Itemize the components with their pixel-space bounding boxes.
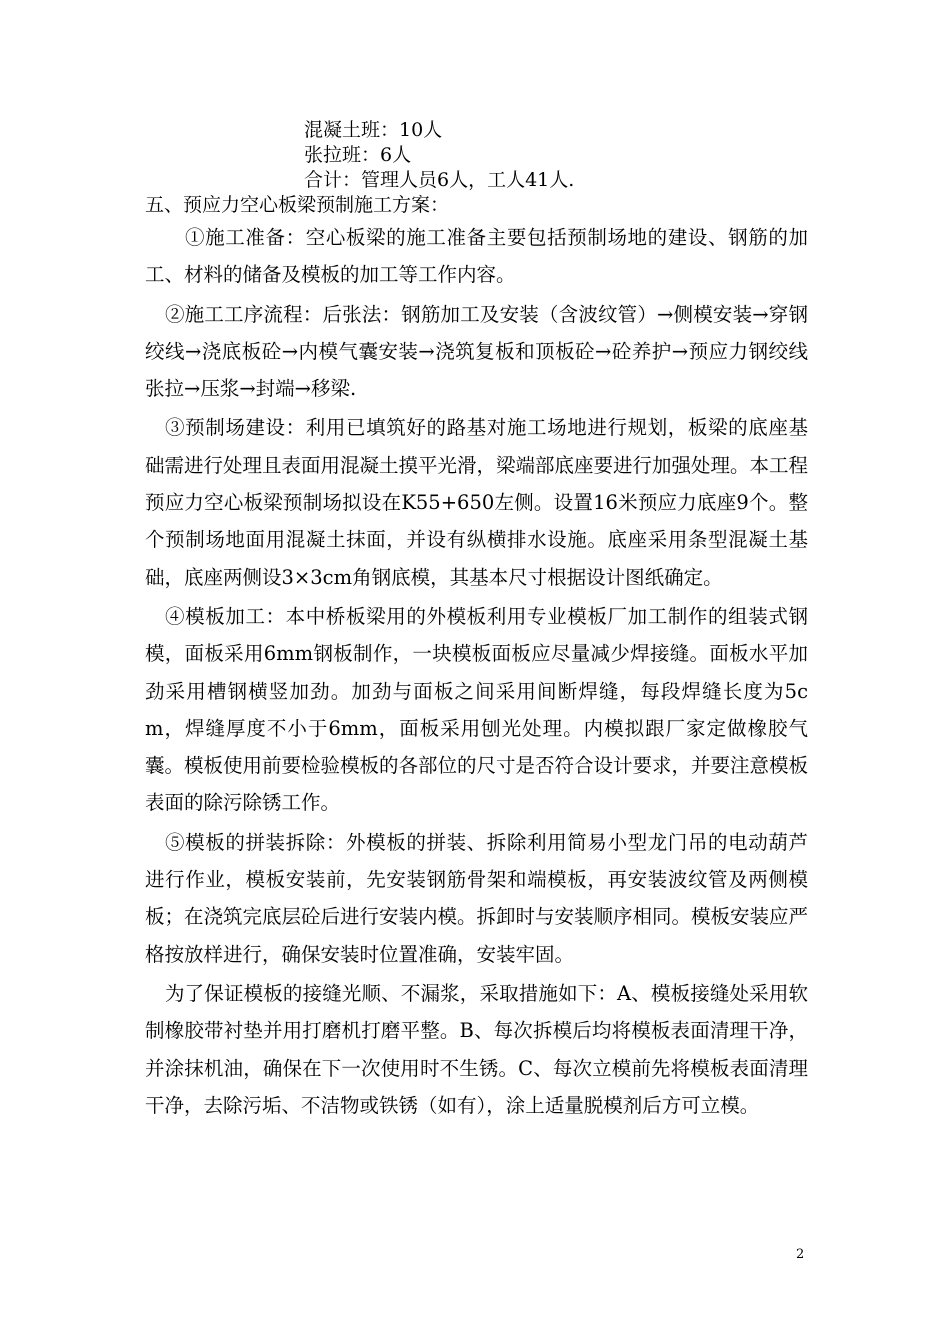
- staff-line-tension-team: 张拉班：6人: [304, 144, 412, 166]
- paragraph-formwork-fabrication: ④模板加工：本中桥板梁用的外模板利用专业模板厂加工制作的组装式钢模，面板采用6mm钢板制作，一块模板面板应尽量减少焊接缝。面板水平加劲采用槽钢横竖加劲。加劲与面板之间采用间断焊缝，每段焊缝长度为5cm，焊缝厚度不小于6mm，面板采用刨光处理。内模拟跟厂家定做橡胶气囊。模板使用前要检验模板的各部位的尺寸是否符合设计要求，并要注意模板表面的除污除锈工作。: [145, 604, 809, 815]
- staff-line-total: 合计：管理人员6人，工人41人.: [304, 169, 575, 191]
- document-body: [145, 219, 808, 1124]
- staff-line-concrete-team: 混凝土班：10人: [304, 119, 443, 141]
- paragraph-construction-preparation: ①施工准备：空心板梁的施工准备主要包括预制场地的建设、钢筋的加工、材料的储备及模板的加工等工作内容。: [145, 226, 808, 287]
- section-title: 五、预应力空心板梁预制施工方案：: [145, 194, 450, 216]
- paragraph-precast-yard: ③预制场建设：利用已填筑好的路基对施工场地进行规划，板梁的底座基础需进行处理且表面用混凝土摸平光滑，梁端部底座要进行加强处理。本工程预应力空心板梁预制场拟设在K55+650左侧。设置16米预应力底座9个。整个预制场地面用混凝土抹面，并设有纵横排水设施。底座采用条型混凝土基础，底座两侧设3×3cm角钢底模，其基本尺寸根据设计图纸确定。: [145, 416, 809, 589]
- paragraph-joint-measures: 为了保证模板的接缝光顺、不漏浆，采取措施如下：A、模板接缝处采用软制橡胶带衬垫并用打磨机打磨平整。B、每次拆模后均将模板表面清理干净，并涂抹机油，确保在下一次使用时不生锈。C、每次立模前先将模板表面清理干净，去除污垢、不洁物或铁锈（如有），涂上适量脱模剂后方可立模。: [145, 981, 808, 1117]
- paragraph-formwork-assembly: ⑤模板的拼装拆除：外模板的拼装、拆除利用简易小型龙门吊的电动葫芦进行作业，模板安装前，先安装钢筋骨架和端模板，再安装波纹管及两侧模板；在浇筑完底层砼后进行安装内模。拆卸时与安装顺序相同。模板安装应严格按放样进行，确保安装时位置准确，安装牢固。: [145, 830, 809, 966]
- staff-list: [304, 118, 864, 193]
- paragraph-process-flow: ②施工工序流程：后张法：钢筋加工及安装（含波纹管）→侧模安装→穿钢绞线→浇底板砼→内模气囊安装→浇筑复板和顶板砼→砼养护→预应力钢绞线张拉→压浆→封端→移梁.: [145, 302, 808, 401]
- page-number: 2: [796, 1247, 805, 1262]
